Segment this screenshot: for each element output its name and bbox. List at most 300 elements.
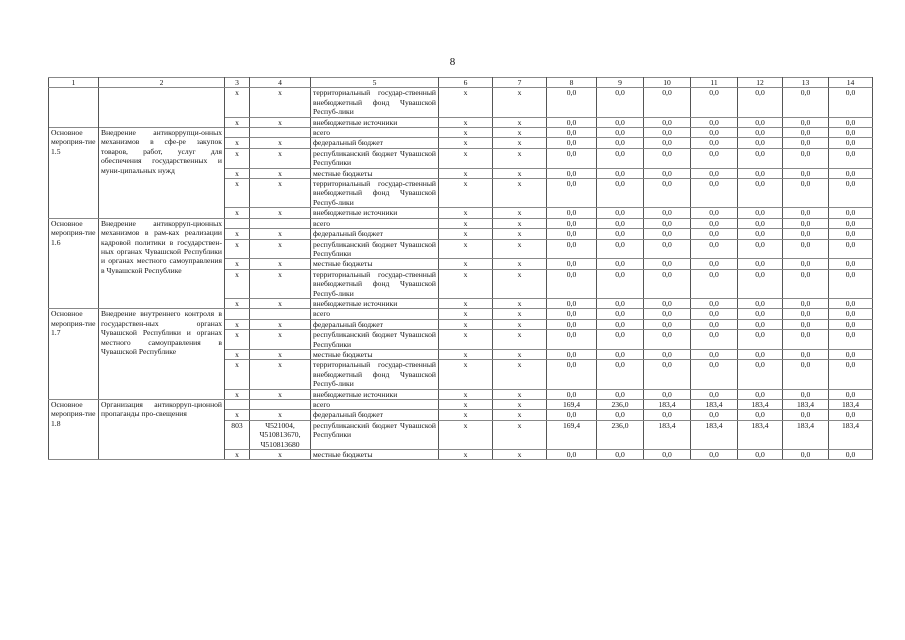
cell-col4: x — [250, 269, 311, 298]
value-cell: 0,0 — [783, 360, 829, 389]
value-cell: 0,0 — [691, 269, 738, 298]
cell-col4: x — [250, 389, 311, 399]
value-cell: 0,0 — [783, 389, 829, 399]
value-cell: 0,0 — [597, 138, 644, 148]
cell-col3 — [225, 128, 250, 138]
value-cell: 0,0 — [691, 319, 738, 329]
funding-source: внебюджетные источники — [311, 208, 439, 218]
value-cell: 0,0 — [691, 349, 738, 359]
value-cell: 0,0 — [547, 218, 597, 228]
value-cell: 0,0 — [644, 360, 691, 389]
value-cell: 0,0 — [691, 218, 738, 228]
value-cell: 0,0 — [597, 88, 644, 117]
value-cell: 0,0 — [783, 330, 829, 350]
cell-col6: x — [439, 179, 493, 208]
cell-col6: x — [439, 269, 493, 298]
activity-description: Организация антикорруп-ционной пропаганды про-свещения — [99, 400, 225, 460]
cell-col6: x — [439, 309, 493, 319]
cell-col3 — [225, 218, 250, 228]
value-cell: 0,0 — [738, 319, 783, 329]
value-cell: 0,0 — [738, 259, 783, 269]
value-cell: 0,0 — [783, 179, 829, 208]
cell-col6: x — [439, 138, 493, 148]
value-cell: 0,0 — [783, 309, 829, 319]
value-cell: 0,0 — [829, 330, 873, 350]
cell-col3: x — [225, 349, 250, 359]
cell-col3: x — [225, 269, 250, 298]
value-cell: 0,0 — [691, 208, 738, 218]
cell-col3: 803 — [225, 420, 250, 449]
value-cell: 0,0 — [829, 229, 873, 239]
empty-cell — [99, 117, 225, 127]
column-number: 8 — [547, 78, 597, 88]
column-number: 14 — [829, 78, 873, 88]
cell-col3: x — [225, 319, 250, 329]
value-cell: 0,0 — [597, 349, 644, 359]
value-cell: 0,0 — [691, 450, 738, 460]
value-cell: 0,0 — [783, 168, 829, 178]
value-cell: 0,0 — [738, 330, 783, 350]
cell-col7: x — [493, 128, 547, 138]
table-row — [49, 309, 873, 319]
cell-col7: x — [493, 309, 547, 319]
value-cell: 183,4 — [738, 400, 783, 410]
value-cell: 0,0 — [829, 148, 873, 168]
cell-col7: x — [493, 117, 547, 127]
funding-source: федеральный бюджет — [311, 138, 439, 148]
value-cell: 0,0 — [783, 208, 829, 218]
funding-source: федеральный бюджет — [311, 410, 439, 420]
value-cell: 0,0 — [783, 148, 829, 168]
value-cell: 0,0 — [597, 148, 644, 168]
value-cell: 0,0 — [738, 360, 783, 389]
value-cell: 0,0 — [691, 259, 738, 269]
value-cell: 183,4 — [783, 400, 829, 410]
cell-col4: x — [250, 168, 311, 178]
column-number: 12 — [738, 78, 783, 88]
value-cell: 0,0 — [691, 229, 738, 239]
funding-source: всего — [311, 400, 439, 410]
value-cell: 0,0 — [783, 269, 829, 298]
cell-col7: x — [493, 229, 547, 239]
value-cell: 0,0 — [547, 389, 597, 399]
funding-source: федеральный бюджет — [311, 319, 439, 329]
value-cell: 0,0 — [829, 218, 873, 228]
value-cell: 0,0 — [597, 179, 644, 208]
funding-source: внебюджетные источники — [311, 389, 439, 399]
cell-col4: x — [250, 319, 311, 329]
value-cell: 0,0 — [644, 239, 691, 259]
cell-col3: x — [225, 298, 250, 308]
value-cell: 0,0 — [547, 360, 597, 389]
value-cell: 0,0 — [738, 168, 783, 178]
cell-col4: x — [250, 179, 311, 208]
cell-col6: x — [439, 319, 493, 329]
activity-code: Основное мероприя-тие 1.8 — [49, 400, 99, 460]
value-cell: 183,4 — [829, 420, 873, 449]
value-cell: 0,0 — [547, 88, 597, 117]
cell-col7: x — [493, 259, 547, 269]
value-cell: 0,0 — [691, 179, 738, 208]
value-cell: 0,0 — [829, 349, 873, 359]
funding-source: республиканский бюджет Чувашской Республики — [311, 239, 439, 259]
value-cell: 0,0 — [783, 259, 829, 269]
table-row — [49, 128, 873, 138]
funding-source: местные бюджеты — [311, 349, 439, 359]
value-cell: 0,0 — [597, 229, 644, 239]
value-cell: 0,0 — [691, 88, 738, 117]
value-cell: 0,0 — [829, 319, 873, 329]
value-cell: 169,4 — [547, 400, 597, 410]
cell-col4: x — [250, 239, 311, 259]
funding-source: местные бюджеты — [311, 168, 439, 178]
value-cell: 0,0 — [547, 148, 597, 168]
funding-source: республиканский бюджет Чувашской Республики — [311, 330, 439, 350]
value-cell: 0,0 — [644, 410, 691, 420]
cell-col7: x — [493, 218, 547, 228]
empty-cell — [49, 117, 99, 127]
value-cell: 0,0 — [691, 148, 738, 168]
cell-col6: x — [439, 117, 493, 127]
cell-col6: x — [439, 349, 493, 359]
value-cell: 0,0 — [691, 239, 738, 259]
value-cell: 0,0 — [547, 168, 597, 178]
value-cell: 0,0 — [691, 138, 738, 148]
column-number: 7 — [493, 78, 547, 88]
value-cell: 0,0 — [738, 117, 783, 127]
activity-code: Основное мероприя-тие 1.6 — [49, 218, 99, 309]
column-number: 6 — [439, 78, 493, 88]
cell-col4 — [250, 400, 311, 410]
cell-col3: x — [225, 450, 250, 460]
funding-source: территориальный государ-ственный внебюджетный фонд Чувашской Респуб-лики — [311, 88, 439, 117]
value-cell: 0,0 — [829, 269, 873, 298]
value-cell: 0,0 — [597, 450, 644, 460]
cell-col4: x — [250, 148, 311, 168]
cell-col4 — [250, 218, 311, 228]
value-cell: 0,0 — [829, 239, 873, 259]
value-cell: 0,0 — [597, 298, 644, 308]
cell-col7: x — [493, 298, 547, 308]
value-cell: 0,0 — [597, 168, 644, 178]
cell-col7: x — [493, 179, 547, 208]
value-cell: 0,0 — [644, 349, 691, 359]
cell-col3: x — [225, 88, 250, 117]
value-cell: 0,0 — [783, 450, 829, 460]
cell-col3: x — [225, 208, 250, 218]
value-cell: 0,0 — [644, 259, 691, 269]
value-cell: 183,4 — [783, 420, 829, 449]
funding-source: всего — [311, 218, 439, 228]
table-row — [49, 400, 873, 410]
value-cell: 0,0 — [783, 239, 829, 259]
value-cell: 0,0 — [597, 360, 644, 389]
value-cell: 0,0 — [738, 269, 783, 298]
cell-col4: x — [250, 88, 311, 117]
value-cell: 0,0 — [738, 208, 783, 218]
value-cell: 0,0 — [691, 298, 738, 308]
column-number-row — [49, 78, 873, 88]
column-number: 5 — [311, 78, 439, 88]
cell-col6: x — [439, 389, 493, 399]
column-number: 13 — [783, 78, 829, 88]
cell-col3: x — [225, 259, 250, 269]
value-cell: 0,0 — [597, 269, 644, 298]
column-number: 1 — [49, 78, 99, 88]
value-cell: 0,0 — [829, 259, 873, 269]
value-cell: 0,0 — [644, 208, 691, 218]
value-cell: 0,0 — [783, 349, 829, 359]
cell-col3: x — [225, 330, 250, 350]
cell-col7: x — [493, 450, 547, 460]
cell-col4: x — [250, 138, 311, 148]
value-cell: 0,0 — [644, 319, 691, 329]
value-cell: 0,0 — [547, 330, 597, 350]
value-cell: 0,0 — [738, 218, 783, 228]
value-cell: 0,0 — [644, 389, 691, 399]
value-cell: 236,0 — [597, 420, 644, 449]
funding-source: местные бюджеты — [311, 450, 439, 460]
value-cell: 0,0 — [691, 330, 738, 350]
value-cell: 183,4 — [644, 420, 691, 449]
cell-col6: x — [439, 410, 493, 420]
cell-col6: x — [439, 229, 493, 239]
value-cell: 0,0 — [738, 410, 783, 420]
cell-col6: x — [439, 420, 493, 449]
value-cell: 0,0 — [644, 128, 691, 138]
value-cell: 0,0 — [547, 309, 597, 319]
table-row — [49, 218, 873, 228]
value-cell: 0,0 — [829, 389, 873, 399]
funding-source: всего — [311, 309, 439, 319]
cell-col3 — [225, 400, 250, 410]
column-number: 9 — [597, 78, 644, 88]
value-cell: 0,0 — [738, 389, 783, 399]
cell-col6: x — [439, 450, 493, 460]
value-cell: 0,0 — [783, 218, 829, 228]
cell-col6: x — [439, 330, 493, 350]
cell-col4: x — [250, 259, 311, 269]
cell-col6: x — [439, 360, 493, 389]
funding-source: республиканский бюджет Чувашской Республики — [311, 420, 439, 449]
table-row — [49, 88, 873, 117]
cell-col4: x — [250, 349, 311, 359]
value-cell: 0,0 — [644, 309, 691, 319]
value-cell: 0,0 — [829, 208, 873, 218]
cell-col7: x — [493, 168, 547, 178]
value-cell: 169,4 — [547, 420, 597, 449]
value-cell: 0,0 — [738, 450, 783, 460]
cell-col6: x — [439, 259, 493, 269]
value-cell: 0,0 — [691, 128, 738, 138]
value-cell: 0,0 — [547, 298, 597, 308]
cell-col3: x — [225, 148, 250, 168]
cell-col3: x — [225, 239, 250, 259]
cell-col7: x — [493, 148, 547, 168]
cell-col6: x — [439, 168, 493, 178]
cell-col3: x — [225, 360, 250, 389]
cell-col7: x — [493, 138, 547, 148]
cell-col3: x — [225, 389, 250, 399]
cell-col7: x — [493, 208, 547, 218]
cell-col3 — [225, 309, 250, 319]
cell-col4: x — [250, 298, 311, 308]
funding-source: местные бюджеты — [311, 259, 439, 269]
value-cell: 0,0 — [547, 410, 597, 420]
value-cell: 0,0 — [738, 88, 783, 117]
value-cell: 0,0 — [597, 309, 644, 319]
value-cell: 0,0 — [597, 410, 644, 420]
value-cell: 0,0 — [644, 148, 691, 168]
value-cell: 0,0 — [547, 138, 597, 148]
value-cell: 0,0 — [547, 208, 597, 218]
value-cell: 0,0 — [644, 298, 691, 308]
value-cell: 0,0 — [829, 128, 873, 138]
funding-source: республиканский бюджет Чувашской Республики — [311, 148, 439, 168]
value-cell: 0,0 — [547, 319, 597, 329]
cell-col6: x — [439, 88, 493, 117]
cell-col4: x — [250, 208, 311, 218]
cell-col6: x — [439, 208, 493, 218]
value-cell: 0,0 — [547, 128, 597, 138]
cell-col7: x — [493, 400, 547, 410]
value-cell: 0,0 — [738, 298, 783, 308]
value-cell: 0,0 — [783, 128, 829, 138]
funding-source: территориальный государ-ственный внебюджетный фонд Чувашской Респуб-лики — [311, 269, 439, 298]
value-cell: 183,4 — [738, 420, 783, 449]
value-cell: 0,0 — [738, 148, 783, 168]
column-number: 4 — [250, 78, 311, 88]
funding-source: внебюджетные источники — [311, 298, 439, 308]
cell-col7: x — [493, 420, 547, 449]
value-cell: 0,0 — [547, 239, 597, 259]
cell-col6: x — [439, 128, 493, 138]
value-cell: 0,0 — [738, 138, 783, 148]
cell-col7: x — [493, 349, 547, 359]
cell-col4: x — [250, 229, 311, 239]
value-cell: 0,0 — [738, 179, 783, 208]
cell-col7: x — [493, 410, 547, 420]
cell-col3: x — [225, 117, 250, 127]
value-cell: 0,0 — [644, 88, 691, 117]
cell-col4 — [250, 309, 311, 319]
value-cell: 0,0 — [547, 229, 597, 239]
cell-col7: x — [493, 269, 547, 298]
value-cell: 0,0 — [829, 309, 873, 319]
value-cell: 0,0 — [597, 128, 644, 138]
activity-code: Основное мероприя-тие 1.5 — [49, 128, 99, 219]
column-number: 2 — [99, 78, 225, 88]
value-cell: 0,0 — [691, 410, 738, 420]
value-cell: 0,0 — [597, 208, 644, 218]
value-cell: 0,0 — [738, 239, 783, 259]
value-cell: 0,0 — [783, 88, 829, 117]
value-cell: 0,0 — [738, 309, 783, 319]
value-cell: 0,0 — [691, 168, 738, 178]
value-cell: 0,0 — [829, 179, 873, 208]
value-cell: 0,0 — [547, 259, 597, 269]
value-cell: 183,4 — [829, 400, 873, 410]
value-cell: 0,0 — [547, 349, 597, 359]
value-cell: 0,0 — [691, 360, 738, 389]
value-cell: 0,0 — [644, 330, 691, 350]
activity-code: Основное мероприя-тие 1.7 — [49, 309, 99, 400]
value-cell: 0,0 — [783, 410, 829, 420]
value-cell: 0,0 — [738, 128, 783, 138]
value-cell: 183,4 — [644, 400, 691, 410]
value-cell: 0,0 — [547, 179, 597, 208]
cell-col4 — [250, 128, 311, 138]
value-cell: 0,0 — [738, 349, 783, 359]
cell-col3: x — [225, 138, 250, 148]
value-cell: 0,0 — [829, 88, 873, 117]
value-cell: 0,0 — [829, 410, 873, 420]
value-cell: 183,4 — [691, 400, 738, 410]
column-number: 10 — [644, 78, 691, 88]
value-cell: 0,0 — [829, 117, 873, 127]
cell-col4: x — [250, 450, 311, 460]
cell-col7: x — [493, 389, 547, 399]
value-cell: 0,0 — [829, 298, 873, 308]
value-cell: 0,0 — [644, 450, 691, 460]
value-cell: 0,0 — [644, 117, 691, 127]
cell-col6: x — [439, 298, 493, 308]
value-cell: 0,0 — [783, 298, 829, 308]
value-cell: 0,0 — [829, 168, 873, 178]
table-row — [49, 117, 873, 127]
value-cell: 0,0 — [644, 269, 691, 298]
value-cell: 0,0 — [691, 389, 738, 399]
cell-col7: x — [493, 360, 547, 389]
cell-col7: x — [493, 319, 547, 329]
funding-source: федеральный бюджет — [311, 229, 439, 239]
cell-col3: x — [225, 168, 250, 178]
value-cell: 0,0 — [597, 117, 644, 127]
cell-col6: x — [439, 148, 493, 168]
cell-col4: x — [250, 360, 311, 389]
value-cell: 0,0 — [644, 168, 691, 178]
value-cell: 0,0 — [829, 360, 873, 389]
value-cell: 0,0 — [738, 229, 783, 239]
value-cell: 0,0 — [597, 259, 644, 269]
cell-col3: x — [225, 410, 250, 420]
cell-col4: x — [250, 410, 311, 420]
value-cell: 0,0 — [597, 330, 644, 350]
value-cell: 0,0 — [597, 218, 644, 228]
value-cell: 0,0 — [547, 450, 597, 460]
activity-description: Внедрение внутреннего контроля в государствен-ных органах Чувашской Республики и органах местного самоуправления в Чувашской Республике — [99, 309, 225, 400]
cell-col7: x — [493, 239, 547, 259]
activity-description: Внедрение антикорруп-ционных механизмов в рам-ках реализации кадровой политики в государствен-ных органах Чувашской Республики и органах местного самоуправления в Чувашской Республике — [99, 218, 225, 309]
cell-col4: x — [250, 330, 311, 350]
funding-source: внебюджетные источники — [311, 117, 439, 127]
page-number: 8 — [449, 56, 456, 68]
column-number: 3 — [225, 78, 250, 88]
cell-col3: x — [225, 179, 250, 208]
value-cell: 0,0 — [691, 117, 738, 127]
cell-col6: x — [439, 239, 493, 259]
cell-col6: x — [439, 218, 493, 228]
value-cell: 0,0 — [783, 319, 829, 329]
value-cell: 0,0 — [597, 389, 644, 399]
value-cell: 0,0 — [829, 450, 873, 460]
empty-cell — [99, 88, 225, 117]
funding-source: территориальный государ-ственный внебюджетный фонд Чувашской Респуб-лики — [311, 179, 439, 208]
value-cell: 0,0 — [644, 179, 691, 208]
cell-col7: x — [493, 330, 547, 350]
value-cell: 0,0 — [597, 319, 644, 329]
funding-source: территориальный государ-ственный внебюджетный фонд Чувашской Респуб-лики — [311, 360, 439, 389]
